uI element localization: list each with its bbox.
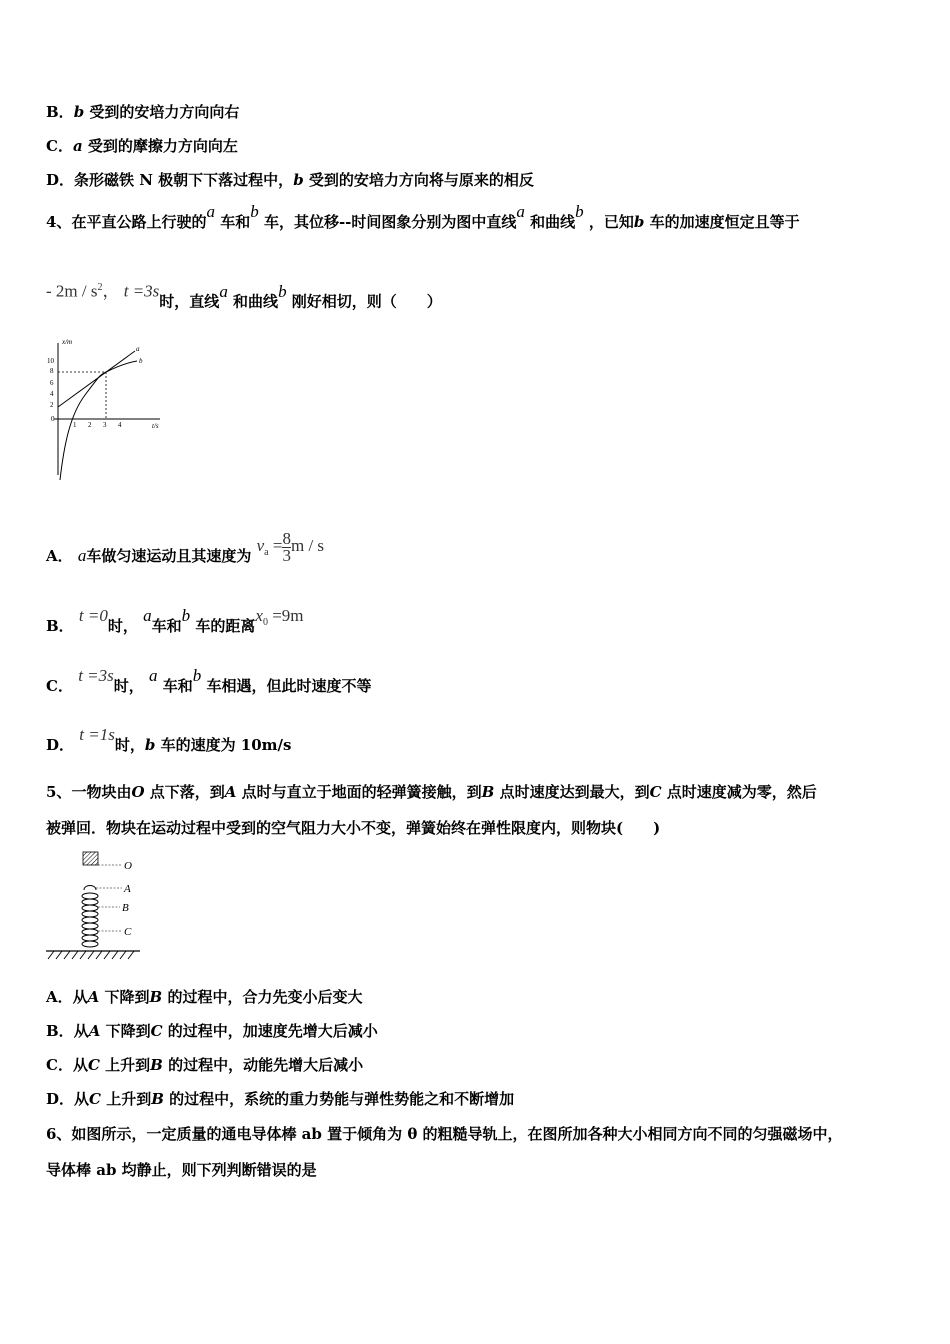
q3-option-b: B．b 受到的安培力方向向右 (46, 103, 240, 121)
q6-stem-line1: 6、如图所示，一定质量的通电导体棒 ab 置于倾角为 θ 的粗糙导轨上，在图所加各种大小相同方向不同的匀强磁场中， (46, 1125, 843, 1143)
y-tick-6: 6 (50, 379, 54, 387)
q4-option-a: A． a车做匀速运动且其速度为 $v_a$ = $\frac{8}{3}$ m / s (46, 528, 325, 565)
q5-spring-figure (44, 848, 154, 966)
label-a: A (124, 883, 131, 895)
q3-option-c: C．a 受到的摩擦力方向向左 (46, 137, 238, 155)
line-a (58, 351, 135, 407)
y-axis-label: x/m (62, 338, 73, 346)
block (83, 852, 98, 865)
x-tick-4: 4 (118, 421, 122, 429)
curve-b-label: b (139, 357, 143, 365)
q4-option-c: C． t =3s时， a 车和b 车相遇，但此时速度不等 (46, 666, 372, 695)
curve-b (60, 361, 137, 480)
y-tick-10: 10 (47, 357, 54, 365)
q4-stem-line1: 4、在平直公路上行驶的a 车和b 车，其位移--时间图象分别为图中直线a 和曲线b ，已知b 车的加速度恒定且等于 (46, 202, 800, 231)
acceleration-value: - $2m / s^2$， t =3s (46, 281, 160, 301)
line-a-label: a (136, 345, 140, 353)
x-tick-2: 2 (88, 421, 92, 429)
q4-stem-line2: - $2m / s^2$， t =3s时，直线a 和曲线b 刚好相切，则（ ） (46, 288, 442, 312)
q5-option-c: C．从C 上升到B 的过程中，动能先增大后减小 (46, 1056, 364, 1074)
y-tick-2: 2 (50, 401, 54, 409)
q3-option-d: D．条形磁铁 N 极朝下下落过程中，b 受到的安培力方向将与原来的相反 (46, 171, 534, 189)
y-tick-8: 8 (50, 367, 54, 375)
q6-stem-line2: 导体棒 ab 均静止，则下列判断错误的是 (46, 1161, 317, 1179)
label-c: C (124, 926, 132, 938)
y-tick-4: 4 (50, 390, 54, 398)
q5-option-d: D．从C 上升到B 的过程中，系统的重力势能与弹性势能之和不断增加 (46, 1090, 515, 1108)
q4-option-b: B． t =0时， a车和b 车的距离$x_0 =9m$ (46, 606, 304, 635)
x-tick-3: 3 (103, 421, 107, 429)
q4-option-d: D． t =1s时，b 车的速度为 10m/s (46, 725, 292, 754)
label-o: O (124, 860, 132, 872)
ground-hatch (48, 951, 134, 959)
label-b: B (122, 902, 129, 914)
q5-stem-line2: 被弹回．物块在运动过程中受到的空气阻力大小不变，弹簧始终在弹性限度内，则物块( ) (46, 819, 661, 837)
q5-option-b: B．从A 下降到C 的过程中，加速度先增大后减小 (46, 1022, 378, 1040)
spring-coils (82, 893, 98, 947)
x-tick-1: 1 (73, 421, 77, 429)
q4-position-time-graph (40, 335, 170, 485)
q5-stem-line1: 5、一物块由O 点下落，到A 点时与直立于地面的轻弹簧接触，到B 点时速度达到最大，到C 点时速度减为零，然后 (46, 783, 817, 801)
spring-top (84, 886, 96, 891)
q5-option-a: A．从A 下降到B 的过程中，合力先变小后变大 (46, 988, 363, 1006)
x-axis-label: t/s (152, 422, 159, 430)
origin-label: 0 (51, 415, 55, 423)
